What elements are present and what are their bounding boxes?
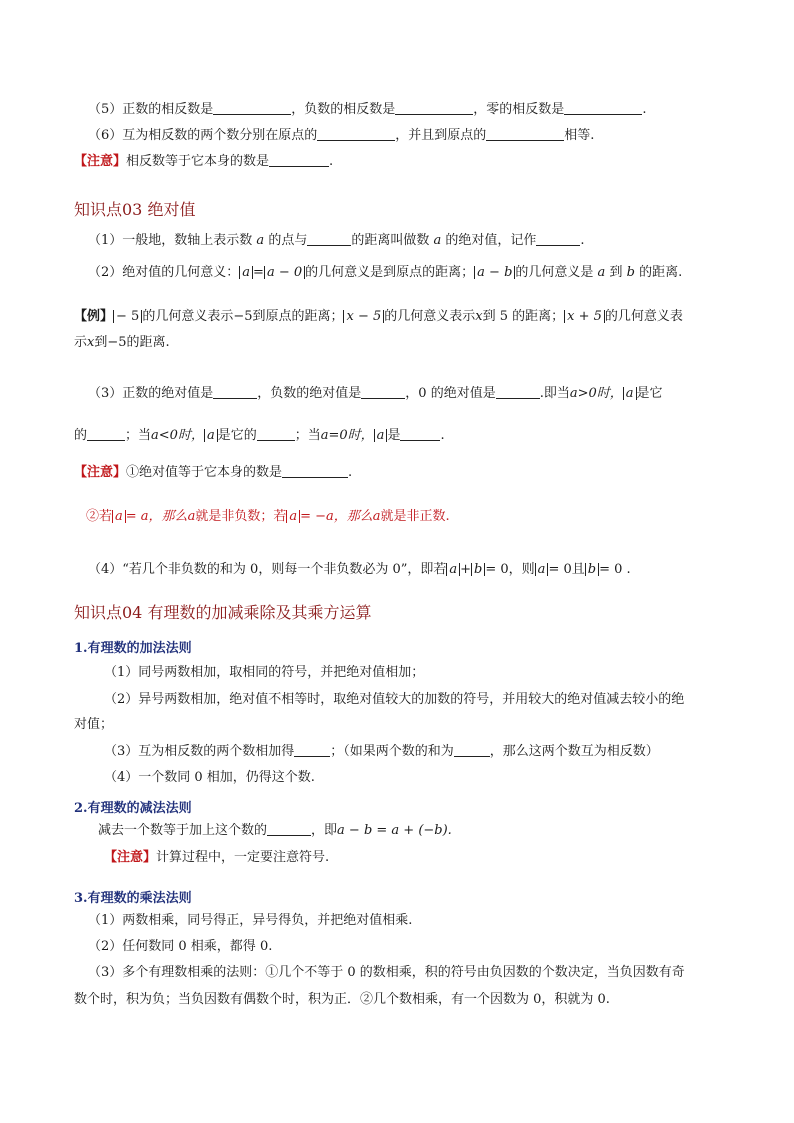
text: .: [580, 233, 585, 248]
text: = a，那么: [125, 509, 188, 524]
line-add-1: （1）同号两数相加，取相同的符号，并把绝对值相加；: [104, 665, 425, 680]
text: ①绝对值等于它本身的数是: [126, 465, 283, 480]
note-tag: 【注意】: [104, 850, 157, 865]
line-add-3: [104, 743, 659, 761]
answer-blank[interactable]: [400, 427, 440, 441]
text: ；当: [294, 428, 321, 443]
line-abs-2: [88, 264, 682, 282]
line-example: [74, 308, 683, 326]
var: a: [372, 509, 381, 524]
line-add-2: （2）异号两数相加，绝对值不相等时，取绝对值较大的加数的符号，并用较大的绝对值减去较小的绝: [104, 692, 685, 707]
text: .: [348, 465, 353, 480]
example-tag: 【例】: [74, 309, 114, 324]
line-p5: [88, 101, 646, 119]
note-tag: 【注意】: [74, 154, 127, 169]
abs-expr: b: [471, 563, 485, 576]
var: a: [597, 265, 606, 280]
abs-expr: a − b: [474, 266, 515, 279]
abs-expr: a: [623, 387, 637, 400]
text: = −a，那么: [300, 509, 373, 524]
answer-blank[interactable]: [395, 101, 473, 115]
text: a<0时，: [151, 428, 204, 443]
subsection-title: 3.有理数的乘法法则: [74, 891, 192, 906]
text: 的绝对值，记作: [445, 233, 537, 248]
var: x: [87, 335, 95, 350]
subsection-title: 2.有理数的减法法则: [74, 801, 192, 816]
line-note3: [86, 508, 450, 526]
answer-blank[interactable]: [496, 385, 540, 399]
text: ，并且到原点的: [395, 128, 487, 143]
text: ，0 的绝对值是: [405, 386, 496, 401]
abs-expr: a: [535, 563, 549, 576]
text: = 0 .: [599, 562, 631, 577]
text: 是它: [636, 386, 663, 401]
text: a>0时，: [569, 386, 623, 401]
text: 的: [74, 428, 88, 443]
var: a: [256, 233, 265, 248]
var: x: [475, 309, 483, 324]
text: （2）绝对值的几何意义：: [88, 265, 240, 280]
abs-expr: x − 5: [343, 310, 384, 323]
answer-blank[interactable]: [87, 427, 125, 441]
text: ，那么这两个数互为相反数）: [489, 744, 659, 759]
text: （1）一般地，数轴上表示数: [88, 233, 253, 248]
text: （3）正数的绝对值是: [88, 386, 214, 401]
text: .: [329, 154, 334, 169]
var: b: [626, 265, 635, 280]
text: .: [440, 428, 445, 443]
abs-expr: a: [112, 510, 126, 523]
text: ；（如果两个数的和为: [330, 744, 454, 759]
text: 相反数等于它本身的数是: [126, 154, 270, 169]
text: = 0，则: [485, 562, 535, 577]
abs-expr: a: [286, 510, 300, 523]
text: 到: [609, 265, 623, 280]
abs-expr: a: [446, 563, 460, 576]
text: 的几何意义表示−5到原点的距离；: [142, 309, 344, 324]
text: +: [460, 562, 472, 577]
answer-blank[interactable]: [486, 127, 564, 141]
line-mul-3b: 数个时，积为负；当负因数有偶数个时，积为正．②几个数相乘，有一个因数为 0，积就为 0.: [74, 992, 610, 1007]
line-add-2b: 对值；: [74, 717, 114, 732]
text: =: [253, 265, 264, 280]
text: 的几何意义是: [515, 265, 594, 280]
text: ，零的相反数是: [473, 102, 565, 117]
line-example-cont: [74, 334, 170, 352]
text: 是: [387, 428, 401, 443]
text: （6）互为相反数的两个数分别在原点的: [88, 128, 318, 143]
text: 的几何意义表: [604, 309, 683, 324]
text: ，负数的相反数是: [291, 102, 396, 117]
abs-expr: − 5: [113, 310, 142, 323]
line-mul-1: （1）两数相乘，同号得正，异号得负，并把绝对值相乘.: [88, 913, 413, 928]
text: ，即: [311, 823, 338, 838]
line-abs-4: [74, 427, 445, 445]
text: 示: [74, 335, 88, 350]
abs-expr: b: [585, 563, 599, 576]
abs-expr: a − 0: [264, 266, 305, 279]
line-mul-3: （3）多个有理数相乘的法则：①几个不等于 0 的数相乘，积的符号由负因数的个数决定，当负因数有奇: [88, 965, 685, 980]
text: ②若: [86, 509, 113, 524]
answer-blank[interactable]: [307, 232, 351, 246]
text: 是它的: [217, 428, 257, 443]
abs-expr: a: [374, 429, 388, 442]
line-note2: [74, 464, 352, 482]
abs-expr: x + 5: [564, 310, 605, 323]
text: 的点与: [268, 233, 308, 248]
text: 相等.: [564, 128, 595, 143]
answer-blank[interactable]: [269, 153, 329, 167]
line-abs-5: [88, 561, 631, 579]
line-abs-3: [88, 385, 663, 403]
text: （5）正数的相反数是: [88, 102, 214, 117]
line-sub-1: [98, 822, 452, 840]
line-note1: [74, 153, 333, 171]
answer-blank[interactable]: [536, 232, 580, 246]
section-title: 知识点03 绝对值: [74, 200, 196, 219]
text: 的几何意义是到原点的距离；: [305, 265, 475, 280]
formula: a − b = a + (−b).: [337, 823, 452, 838]
text: 就是非负数；若: [195, 509, 287, 524]
abs-expr: a: [239, 266, 253, 279]
text: 的距离叫做数: [351, 233, 430, 248]
text: ，负数的绝对值是: [257, 386, 362, 401]
text: 计算过程中，一定要注意符号.: [156, 850, 330, 865]
text: 到−5的距离.: [94, 335, 170, 350]
section-title: 知识点04 有理数的加减乘除及其乘方运算: [74, 603, 372, 622]
answer-blank[interactable]: [213, 101, 291, 115]
abs-expr: a: [204, 429, 218, 442]
line-sub-note: [104, 849, 329, 867]
text: 到 5 的距离；: [482, 309, 565, 324]
text: ；当: [125, 428, 152, 443]
answer-blank[interactable]: [294, 743, 330, 757]
text: （4）“若几个非负数的和为 0，则每一个非负数必为 0”，即若: [88, 562, 447, 577]
var: a: [433, 233, 442, 248]
answer-blank[interactable]: [257, 427, 295, 441]
answer-blank[interactable]: [361, 385, 405, 399]
text: .: [642, 102, 647, 117]
line-mul-2: （2）任何数同 0 相乘，都得 0.: [88, 939, 273, 954]
text: a=0时，: [320, 428, 374, 443]
answer-blank[interactable]: [564, 101, 642, 115]
var: a: [187, 509, 196, 524]
text: .即当: [539, 386, 570, 401]
text: 减去一个数等于加上这个数的: [98, 823, 268, 838]
text: 的距离.: [639, 265, 683, 280]
line-abs-1: [88, 232, 585, 250]
answer-blank[interactable]: [267, 822, 311, 836]
answer-blank[interactable]: [317, 127, 395, 141]
text: 就是非正数.: [380, 509, 450, 524]
answer-blank[interactable]: [213, 385, 257, 399]
note-tag: 【注意】: [74, 465, 127, 480]
answer-blank[interactable]: [454, 743, 490, 757]
text: 的几何意义表示: [384, 309, 476, 324]
line-add-4: （4）一个数同 0 相加，仍得这个数.: [104, 770, 315, 785]
line-p6: [88, 127, 594, 145]
text: = 0且: [548, 562, 585, 577]
answer-blank[interactable]: [282, 464, 348, 478]
subsection-title: 1.有理数的加法法则: [74, 641, 192, 656]
text: （3）互为相反数的两个数相加得: [104, 744, 295, 759]
